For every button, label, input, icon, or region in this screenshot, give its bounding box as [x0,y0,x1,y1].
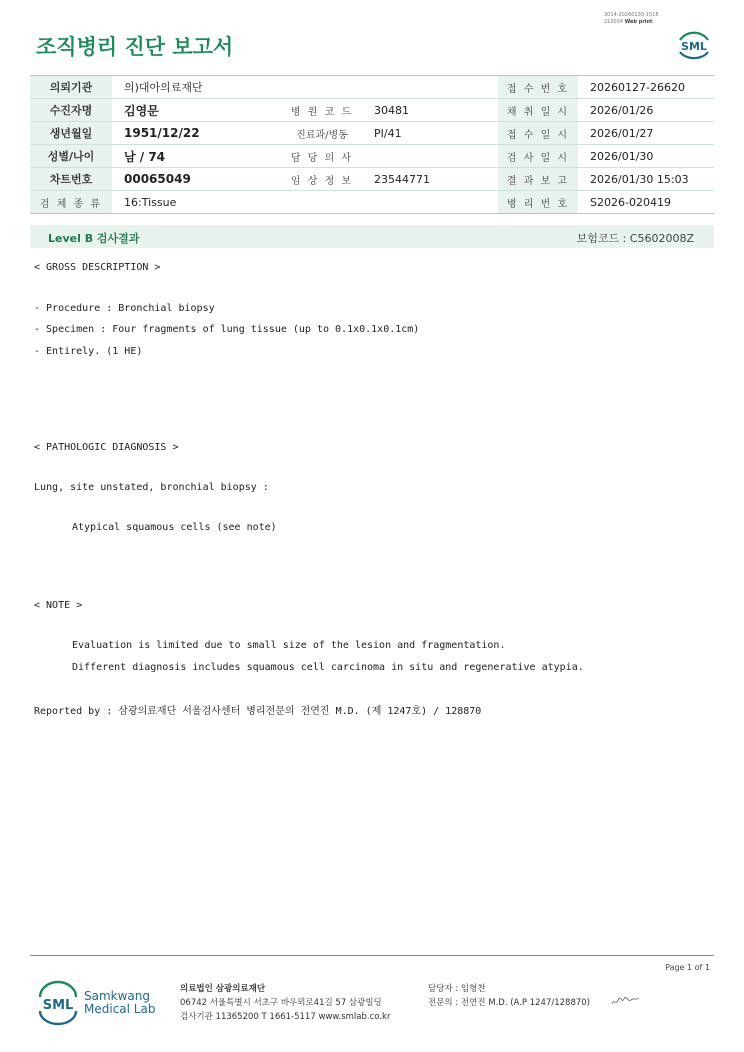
info-row [30,99,714,122]
print-code-line1: 3014-20260130-1518 [604,12,659,18]
sml-logo-icon [36,979,80,1027]
label-patient-name: 수진자명 [30,99,112,122]
value-patient-name: 김영문 [112,99,282,122]
info-row [30,168,714,191]
page-number: Page 1 of 1 [665,963,710,972]
info-row [30,145,714,168]
label-result-report: 결 과 보 고 [498,168,578,191]
value-receipt-no: 20260127-26620 [578,76,714,99]
footer-staff-block [428,982,590,1010]
reported-by: Reported by : 삼광의료재단 서울검사센터 병리전문의 전연진 M.D. (제 1247호) / 128870 [34,706,482,717]
info-row [30,191,714,214]
footer-contact: 검사기관 11365200 T 1661-5117 www.smlab.co.kr [180,1012,391,1022]
note-line2: Different diagnosis includes squamous cell carcinoma in situ and regenerative atypia. [72,662,584,673]
label-requesting-org: 의뢰기관 [30,76,112,99]
gross-procedure: - Procedure : Bronchial biopsy [34,303,215,314]
value-chart-no: 00065049 [112,168,282,191]
label-physician: 담 당 의 사 [282,145,362,168]
gross-description-heading: < GROSS DESCRIPTION > [34,262,161,273]
result-level-label: Level B 검사결과 [48,232,140,245]
label-specimen-type: 검 체 종 류 [30,191,112,214]
info-row [30,76,714,99]
label-pathology-no: 병 리 번 호 [498,191,578,214]
footer-address: 06742 서울특별시 서초구 바우뫼로41길 57 삼광빌딩 [180,998,382,1008]
company-name-line1: Samkwang [84,989,150,1003]
info-row [30,122,714,145]
label-hospital-code: 병 원 코 드 [282,99,362,122]
label-birth-date: 생년월일 [30,122,112,145]
footer-address-block [180,982,390,1024]
label-collection-date: 채 취 일 시 [498,99,578,122]
gross-specimen: - Specimen : Four fragments of lung tissue (up to 0.1x0.1x0.1cm) [34,324,420,335]
value-department: PI/41 [362,122,498,145]
gross-entirely: - Entirely. (1 HE) [34,346,143,357]
value-receipt-date: 2026/01/27 [578,122,714,145]
diagnosis-heading: < PATHOLOGIC DIAGNOSIS > [34,442,179,453]
value-collection-date: 2026/01/26 [578,99,714,122]
footer-divider [30,955,714,956]
logo-top-text: SML [681,40,707,53]
logo-bottom-text: SML [42,998,74,1013]
print-code [604,12,659,26]
diagnosis-site: Lung, site unstated, bronchial biopsy : [34,482,269,493]
result-header-bar [30,225,714,248]
value-result-report: 2026/01/30 15:03 [578,168,714,191]
report-title: 조직병리 진단 보고서 [36,35,234,59]
value-physician [362,145,498,168]
value-requesting-org: 의)대아의료재단 [112,76,498,99]
footer-manager: 담당자 : 임형찬 [428,984,486,994]
value-pathology-no: S2026-020419 [578,191,714,214]
value-test-date: 2026/01/30 [578,145,714,168]
value-specimen-type: 16:Tissue [112,191,498,214]
value-birth-date: 1951/12/22 [112,122,282,145]
label-receipt-date: 접 수 일 시 [498,122,578,145]
patient-info-table [30,75,714,214]
value-hospital-code: 30481 [362,99,498,122]
label-sex-age: 성별/나이 [30,145,112,168]
company-name [84,990,155,1016]
company-name-line2: Medical Lab [84,1002,156,1016]
sml-logo-icon [674,26,714,64]
value-sex-age: 남 / 74 [112,145,282,168]
label-receipt-no: 접 수 번 호 [498,76,578,99]
print-code-line2: 210034 [604,19,624,25]
label-chart-no: 차트번호 [30,168,112,191]
label-clinical-info: 임 상 정 보 [282,168,362,191]
signature-icon [610,994,640,1008]
note-line1: Evaluation is limited due to small size of the lesion and fragmentation. [72,640,506,651]
footer-org: 의료법인 삼광의료재단 [180,984,266,994]
insurance-code: 보험코드 : C5602008Z [576,232,694,245]
label-test-date: 검 사 일 시 [498,145,578,168]
diagnosis-result: Atypical squamous cells (see note) [72,522,277,533]
note-heading: < NOTE > [34,600,83,611]
web-print-label: Web print [624,19,653,25]
label-department: 진료과/병동 [282,122,362,145]
footer-specialist: 전문의 : 전연진 M.D. (A.P 1247/128870) [428,998,590,1008]
value-clinical-info: 23544771 [362,168,498,191]
